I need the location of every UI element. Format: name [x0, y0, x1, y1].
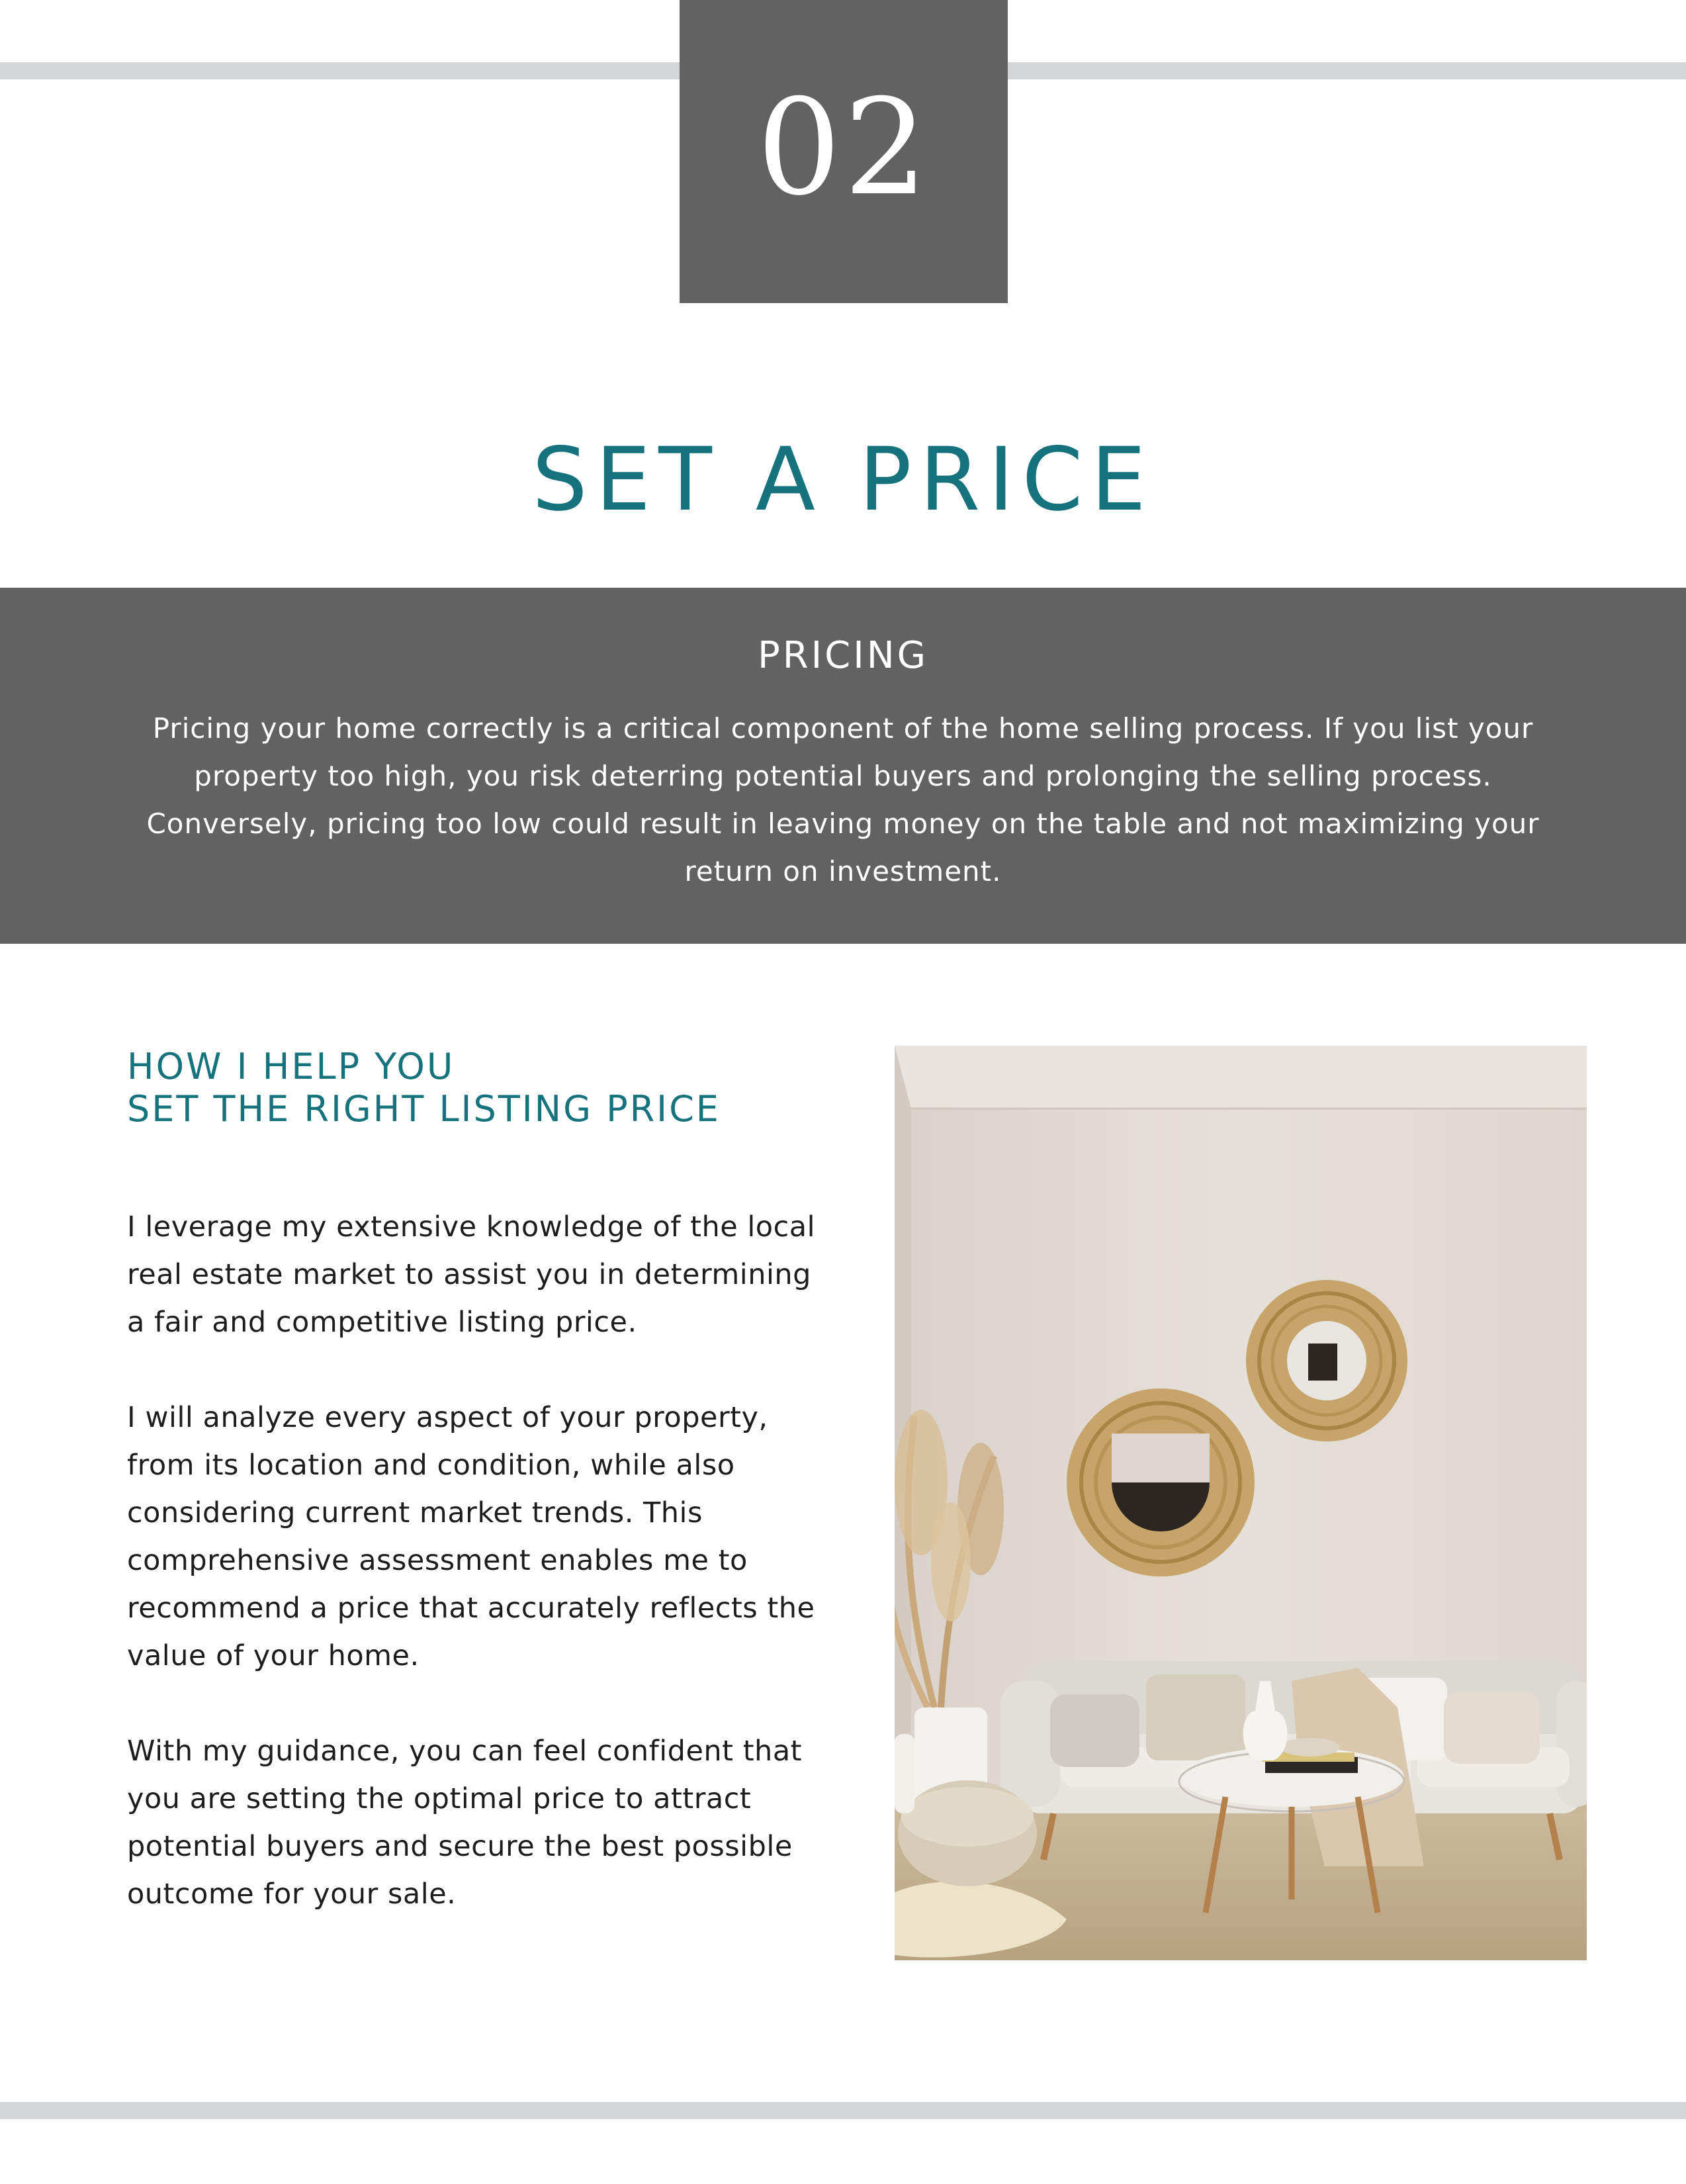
mirror-right: [1246, 1280, 1407, 1441]
help-heading-line1: HOW I HELP YOU: [127, 1046, 455, 1087]
help-body: [127, 1203, 828, 1966]
pricing-heading: PRICING: [757, 634, 929, 677]
living-room-photo: [895, 1046, 1587, 1960]
bottom-rule: [0, 2102, 1686, 2119]
page-title: SET A PRICE: [532, 429, 1154, 531]
help-paragraph-3: With my guidance, you can feel confident that you are setting the optimal price to attract potential buyers and secure the best possible outcome for your sale.: [127, 1735, 803, 1911]
help-heading: [127, 1046, 855, 1130]
pricing-band: [0, 588, 1686, 944]
help-paragraph-1: I leverage my extensive knowledge of the local real estate market to assist you in determining a fair and competitive listing price.: [127, 1210, 816, 1339]
section-number: 02: [756, 71, 931, 225]
help-paragraph-2: I will analyze every aspect of your property, from its location and condition, while also considering current market trends. This comprehensive assessment enables me to recommend a price that accurately reflects the value of your home.: [127, 1401, 815, 1672]
pricing-text: Pricing your home correctly is a critical component of the home selling process. If you list your property too high, you risk deterring potential buyers and prolonging the selling process. Conversely, pricing too low could result in leaving money on the table and not maximizing your return on investment.: [146, 712, 1540, 887]
living-room-illustration: [895, 1046, 1587, 1960]
mirror-left: [1067, 1388, 1255, 1576]
section-number-box: [680, 0, 1008, 303]
help-heading-line2: SET THE RIGHT LISTING PRICE: [127, 1088, 721, 1130]
